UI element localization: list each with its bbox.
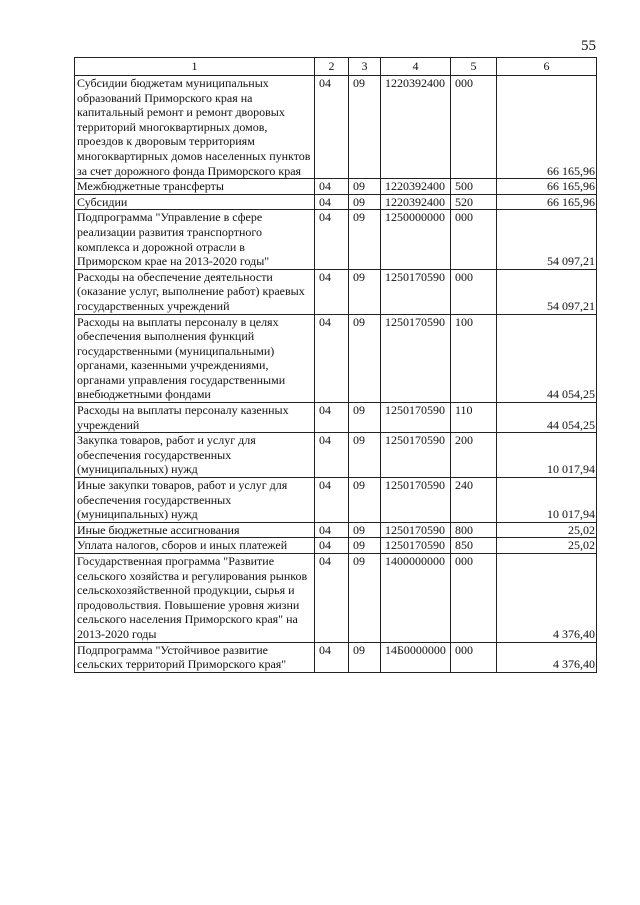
table-row — [75, 210, 597, 269]
cell-item-name: Государственная программа "Развитие сельского хозяйства и регулирования рынков сельскохозяйственной продукции, сырья и продовольствия. Повышение уровня жизни сельского населения Приморского края" на 2013-2020 годы — [75, 554, 315, 643]
cell-subsection-code: 09 — [349, 642, 381, 672]
cell-amount: 10 017,94 — [497, 478, 597, 523]
cell-subsection-code: 09 — [349, 538, 381, 554]
budget-table — [74, 57, 597, 673]
cell-section-code: 04 — [315, 433, 349, 478]
cell-target-article-code: 1220392400 — [381, 76, 451, 179]
cell-subsection-code: 09 — [349, 179, 381, 195]
column-header-5: 5 — [451, 58, 497, 76]
cell-section-code: 04 — [315, 76, 349, 179]
cell-expense-type-code: 110 — [451, 403, 497, 433]
column-header-1: 1 — [75, 58, 315, 76]
cell-section-code: 04 — [315, 403, 349, 433]
page-number: 55 — [581, 38, 596, 54]
cell-item-name: Расходы на выплаты персоналу казенных учреждений — [75, 403, 315, 433]
cell-item-name: Межбюджетные трансферты — [75, 179, 315, 195]
cell-target-article-code: 14Б0000000 — [381, 642, 451, 672]
cell-target-article-code: 1220392400 — [381, 179, 451, 195]
column-header-3: 3 — [349, 58, 381, 76]
cell-section-code: 04 — [315, 554, 349, 643]
cell-subsection-code: 09 — [349, 194, 381, 210]
table-row — [75, 314, 597, 403]
cell-expense-type-code: 240 — [451, 478, 497, 523]
cell-subsection-code: 09 — [349, 314, 381, 403]
cell-section-code: 04 — [315, 538, 349, 554]
cell-amount: 44 054,25 — [497, 403, 597, 433]
cell-item-name: Закупка товаров, работ и услуг для обеспечения государственных (муниципальных) нужд — [75, 433, 315, 478]
cell-item-name: Субсидии — [75, 194, 315, 210]
cell-target-article-code: 1250170590 — [381, 522, 451, 538]
cell-subsection-code: 09 — [349, 403, 381, 433]
cell-item-name: Подпрограмма "Управление в сфере реализации развития транспортного комплекса и дорожной отрасли в Приморском крае на 2013-2020 годы" — [75, 210, 315, 269]
cell-target-article-code: 1250170590 — [381, 403, 451, 433]
table-row — [75, 522, 597, 538]
cell-expense-type-code: 000 — [451, 269, 497, 314]
cell-item-name: Расходы на выплаты персоналу в целях обеспечения выполнения функций государственными (муниципальными) органами, казенными учреждениями, органами управления государственными внебюджетными фондами — [75, 314, 315, 403]
cell-item-name: Подпрограмма "Устойчивое развитие сельских территорий Приморского края" — [75, 642, 315, 672]
cell-section-code: 04 — [315, 522, 349, 538]
cell-expense-type-code: 800 — [451, 522, 497, 538]
cell-item-name: Субсидии бюджетам муниципальных образований Приморского края на капитальный ремонт и ремонт дворовых территорий многоквартирных домов, проездов к дворовым территориям многоквартирных домов населенных пунктов за счет дорожного фонда Приморского края — [75, 76, 315, 179]
cell-item-name: Расходы на обеспечение деятельности (оказание услуг, выполнение работ) краевых государственных учреждений — [75, 269, 315, 314]
cell-expense-type-code: 000 — [451, 210, 497, 269]
cell-section-code: 04 — [315, 269, 349, 314]
column-header-4: 4 — [381, 58, 451, 76]
cell-subsection-code: 09 — [349, 433, 381, 478]
column-header-6: 6 — [497, 58, 597, 76]
cell-expense-type-code: 520 — [451, 194, 497, 210]
cell-target-article-code: 1250170590 — [381, 314, 451, 403]
cell-amount: 25,02 — [497, 538, 597, 554]
cell-amount: 66 165,96 — [497, 76, 597, 179]
table-row — [75, 403, 597, 433]
cell-amount: 25,02 — [497, 522, 597, 538]
cell-expense-type-code: 200 — [451, 433, 497, 478]
table-row — [75, 478, 597, 523]
cell-amount: 4 376,40 — [497, 554, 597, 643]
cell-section-code: 04 — [315, 179, 349, 195]
table-row — [75, 179, 597, 195]
cell-amount: 10 017,94 — [497, 433, 597, 478]
cell-subsection-code: 09 — [349, 478, 381, 523]
cell-subsection-code: 09 — [349, 554, 381, 643]
cell-amount: 66 165,96 — [497, 179, 597, 195]
table-row — [75, 642, 597, 672]
column-header-2: 2 — [315, 58, 349, 76]
cell-amount: 66 165,96 — [497, 194, 597, 210]
table-row — [75, 554, 597, 643]
cell-expense-type-code: 000 — [451, 642, 497, 672]
cell-item-name: Уплата налогов, сборов и иных платежей — [75, 538, 315, 554]
cell-expense-type-code: 000 — [451, 554, 497, 643]
cell-target-article-code: 1400000000 — [381, 554, 451, 643]
cell-section-code: 04 — [315, 478, 349, 523]
table-row — [75, 433, 597, 478]
table-row — [75, 194, 597, 210]
cell-section-code: 04 — [315, 642, 349, 672]
cell-expense-type-code: 100 — [451, 314, 497, 403]
cell-section-code: 04 — [315, 314, 349, 403]
cell-expense-type-code: 500 — [451, 179, 497, 195]
cell-amount: 54 097,21 — [497, 210, 597, 269]
cell-section-code: 04 — [315, 194, 349, 210]
cell-amount: 4 376,40 — [497, 642, 597, 672]
cell-expense-type-code: 000 — [451, 76, 497, 179]
cell-target-article-code: 1220392400 — [381, 194, 451, 210]
cell-expense-type-code: 850 — [451, 538, 497, 554]
cell-subsection-code: 09 — [349, 522, 381, 538]
cell-subsection-code: 09 — [349, 76, 381, 179]
table-header-row — [75, 58, 597, 76]
cell-item-name: Иные бюджетные ассигнования — [75, 522, 315, 538]
cell-amount: 54 097,21 — [497, 269, 597, 314]
table-row — [75, 76, 597, 179]
cell-subsection-code: 09 — [349, 210, 381, 269]
table-row — [75, 269, 597, 314]
cell-target-article-code: 1250170590 — [381, 538, 451, 554]
cell-item-name: Иные закупки товаров, работ и услуг для обеспечения государственных (муниципальных) нужд — [75, 478, 315, 523]
cell-amount: 44 054,25 — [497, 314, 597, 403]
cell-target-article-code: 1250000000 — [381, 210, 451, 269]
cell-subsection-code: 09 — [349, 269, 381, 314]
cell-target-article-code: 1250170590 — [381, 478, 451, 523]
cell-target-article-code: 1250170590 — [381, 269, 451, 314]
cell-target-article-code: 1250170590 — [381, 433, 451, 478]
table-row — [75, 538, 597, 554]
cell-section-code: 04 — [315, 210, 349, 269]
